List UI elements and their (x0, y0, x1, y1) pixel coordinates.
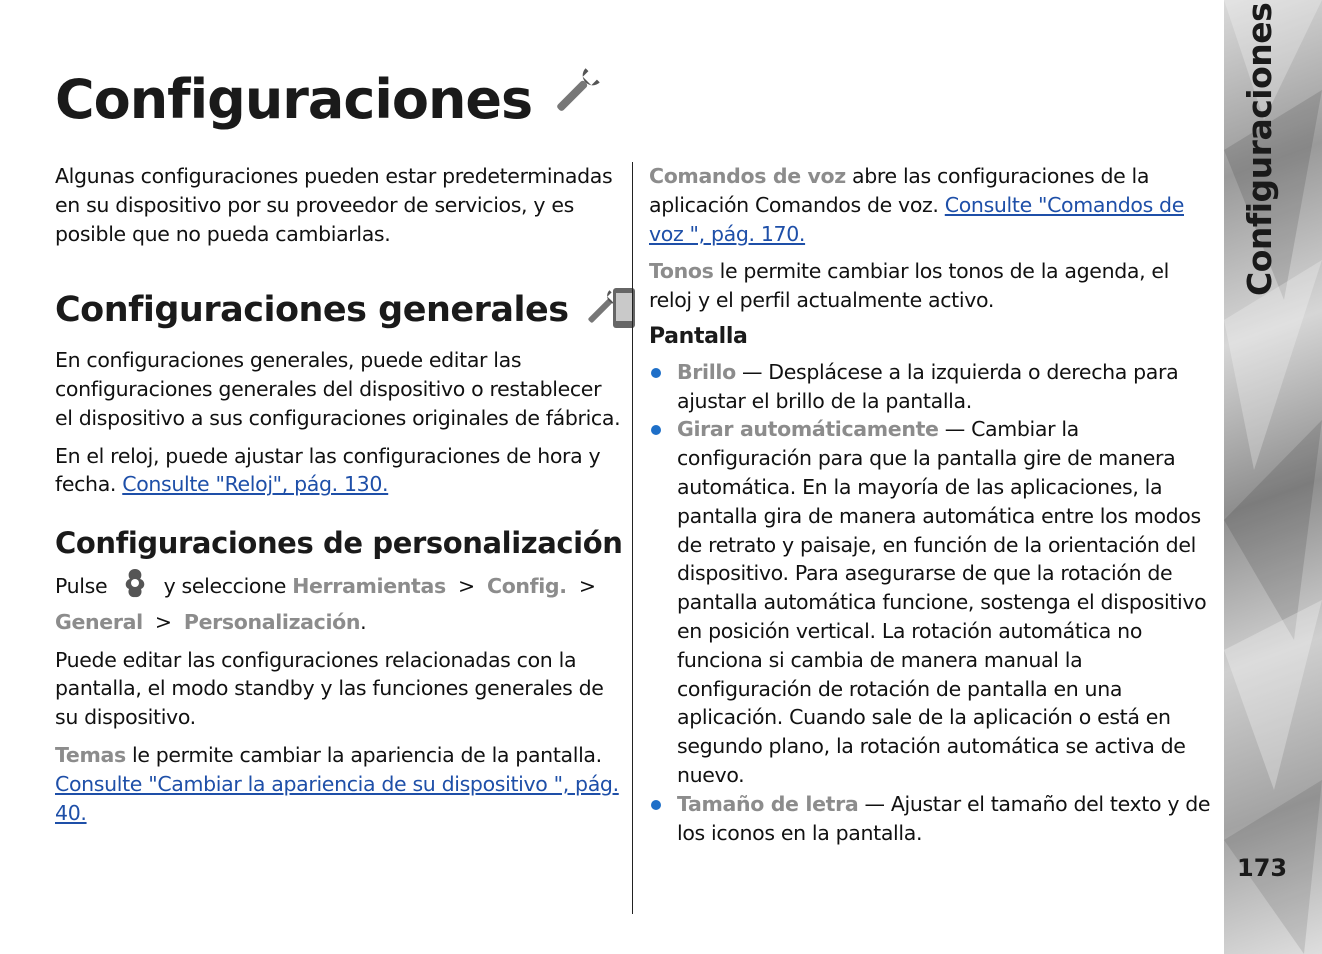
font-size-label: Tamaño de letra (677, 791, 859, 816)
page-title-text: Configuraciones (55, 68, 533, 131)
path-separator: > (578, 573, 596, 598)
auto-rotate-label: Girar automáticamente (677, 417, 939, 442)
general-settings-heading (55, 284, 621, 336)
display-options-list (649, 358, 1214, 848)
voice-commands-reference-link[interactable]: Consulte "Comandos de voz ", pág. 170. (649, 192, 1184, 246)
general-paragraph-2-text: En el reloj, puede ajustar las configuraciones de hora y fecha. (55, 443, 601, 497)
personalization-paragraph: Puede editar las configuraciones relacionadas con la pantalla, el modo standby y las funciones generales de su dispositivo. (55, 647, 604, 730)
page-number: 173 (1237, 854, 1288, 882)
path-end: . (360, 609, 367, 634)
personalization-heading: Configuraciones de personalización (55, 526, 623, 561)
pulse-word: Pulse (55, 573, 108, 598)
voice-commands-text: abre las configuraciones de la aplicación Comandos de voz. (649, 164, 1150, 217)
path-separator: > (154, 609, 172, 634)
left-column (55, 162, 621, 827)
voice-commands-label: Comandos de voz (649, 164, 846, 188)
general-paragraph-2 (55, 442, 621, 500)
tools-phone-icon (583, 284, 639, 336)
font-size-text: — Ajustar el tamaño del texto y de los iconos en la pantalla. (677, 791, 1211, 845)
tones-label: Tonos (649, 259, 714, 284)
menu-key-icon (121, 566, 149, 608)
tones-paragraph (649, 257, 1214, 315)
side-chapter-title: Configuraciones (1240, 2, 1279, 296)
display-heading: Pantalla (649, 323, 748, 349)
clock-reference-link[interactable]: Consulte "Reloj", pág. 130. (122, 472, 389, 497)
general-settings-heading-text: Configuraciones generales (55, 289, 569, 330)
wrench-icon (546, 64, 604, 135)
path-item-herramientas: Herramientas (292, 573, 446, 598)
brightness-label: Brillo (677, 359, 736, 384)
voice-commands-paragraph (649, 162, 1214, 248)
auto-rotate-text: — Cambiar la configuración para que la pantalla gire de manera automática. En la mayoría de las aplicaciones, la pantalla gira de manera automática entre los modos de retrato y paisaje, en función de la orientación del dispositivo. Para asegurarse de que la rotación de pantalla automática funcione, sostenga el dispositivo en posición vertical. La rotación automática no funciona si cambia de manera manual la configuración de rotación de pantalla en una aplicación. Cuando sale de la aplicación o está en segundo plano, la rotación automática se activa de nuevo. (677, 417, 1207, 787)
page-title (55, 64, 604, 135)
brightness-text: — Desplácese a la izquierda o derecha para ajustar el brillo de la pantalla. (677, 359, 1179, 413)
list-item (649, 415, 1214, 789)
themes-label: Temas (55, 742, 126, 767)
general-paragraph-1: En configuraciones generales, puede editar las configuraciones generales del dispositivo o restablecer el dispositivo a sus configuraciones originales de fábrica. (55, 348, 621, 430)
list-item (649, 790, 1214, 848)
select-word: y seleccione (163, 573, 287, 598)
intro-paragraph: Algunas configuraciones pueden estar predeterminadas en su dispositivo por su proveedor de servicios, y es posible que no pueda cambiarlas. (55, 164, 613, 246)
path-item-personalizacion: Personalización (183, 609, 361, 634)
path-item-config: Config. (487, 573, 567, 598)
appearance-reference-link[interactable]: Consulte "Cambiar la apariencia de su dispositivo ", pág. 40. (55, 771, 619, 825)
column-divider (632, 162, 633, 914)
themes-text: le permite cambiar la apariencia de la pantalla. (131, 742, 602, 767)
tones-text: le permite cambiar los tonos de la agenda, el reloj y el perfil actualmente activo. (649, 259, 1170, 313)
right-column (649, 162, 1214, 847)
path-item-general: General (55, 609, 143, 634)
path-separator: > (458, 573, 475, 598)
personalization-path (55, 566, 621, 637)
themes-paragraph (55, 741, 621, 827)
list-item (649, 358, 1214, 416)
